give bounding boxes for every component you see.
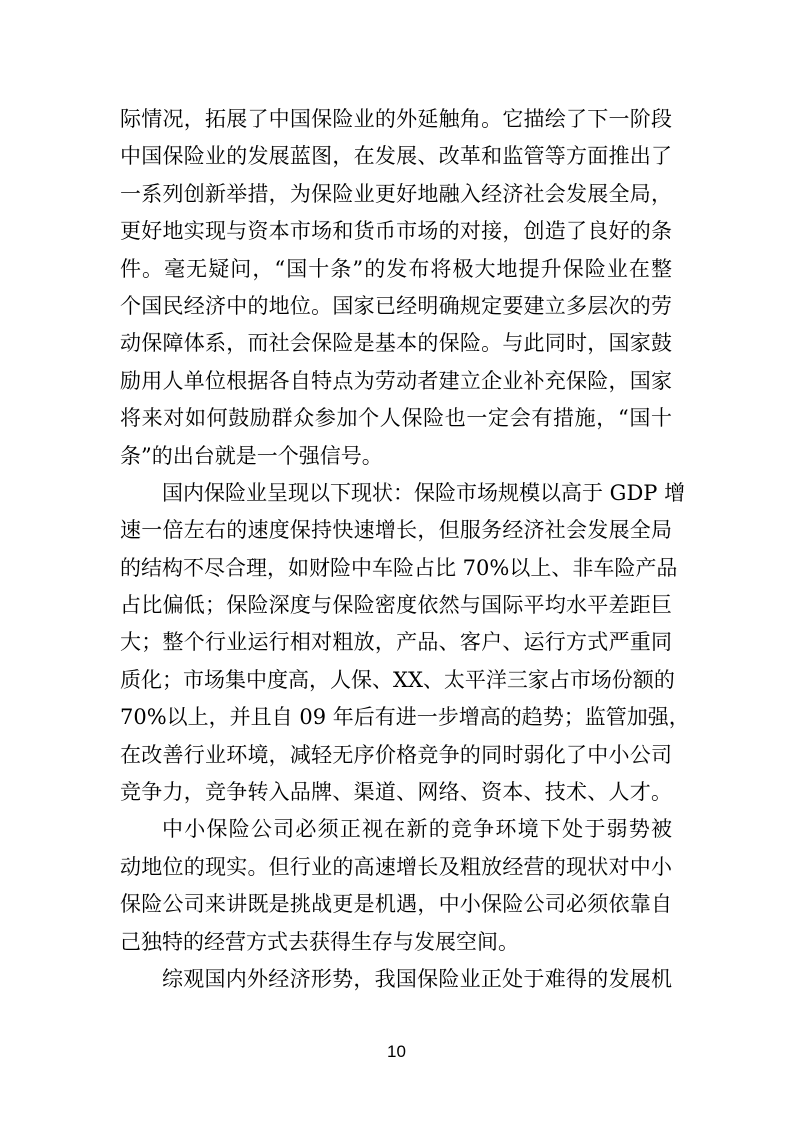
text-line: 个国民经济中的地位。国家已经明确规定要建立多层次的劳 <box>120 293 672 318</box>
text-line: 中国保险业的发展蓝图，在发展、改革和监管等方面推出了 <box>120 144 672 169</box>
text-line: 动地位的现实。但行业的高速增长及粗放经营的现状对中小 <box>120 854 672 879</box>
text-line: 将来对如何鼓励群众参加个人保险也一定会有措施，“国十 <box>120 406 672 431</box>
paragraph <box>120 101 672 475</box>
text-line: 速一倍左右的速度保持快速增长，但服务经济社会发展全局 <box>120 518 672 543</box>
text-line: 在改善行业环境，减轻无序价格竞争的同时弱化了中小公司 <box>120 742 672 767</box>
paragraph <box>120 811 672 961</box>
body-text <box>120 101 690 998</box>
text-line: 件。毫无疑问，“国十条”的发布将极大地提升保险业在整 <box>120 256 672 281</box>
text-line: 质化；市场集中度高，人保、XX、太平洋三家占市场份额的 <box>120 667 675 692</box>
text-line: 己独特的经营方式去获得生存与发展空间。 <box>120 929 519 954</box>
paragraph <box>120 961 672 998</box>
text-line: 一系列创新举措，为保险业更好地融入经济社会发展全局， <box>120 181 672 206</box>
text-line: 际情况，拓展了中国保险业的外延触角。它描绘了下一阶段 <box>120 107 672 131</box>
text-line: 条”的出台就是一个强信号。 <box>120 443 383 468</box>
text-line: 国内保险业呈现以下现状：保险市场规模以高于 GDP 增 <box>162 480 686 505</box>
page-number: 10 <box>387 1042 406 1061</box>
text-line: 的结构不尽合理，如财险中车险占比 70%以上、非车险产品 <box>120 555 678 580</box>
text-line: 更好地实现与资本市场和货币市场的对接，创造了良好的条 <box>120 219 672 244</box>
text-line: 70%以上，并且自 09 年后有进一步增高的趋势；监管加强， <box>120 705 690 730</box>
text-line: 竞争力，竞争转入品牌、渠道、网络、资本、技术、人才。 <box>120 780 672 805</box>
text-line: 保险公司来讲既是挑战更是机遇，中小保险公司必须依靠自 <box>120 892 672 917</box>
text-line: 励用人单位根据各自特点为劳动者建立企业补充保险，国家 <box>120 368 672 393</box>
text-line: 动保障体系，而社会保险是基本的保险。与此同时，国家鼓 <box>120 331 672 356</box>
text-line: 占比偏低；保险深度与保险密度依然与国际平均水平差距巨 <box>120 593 672 618</box>
paragraph <box>120 475 690 812</box>
text-line: 综观国内外经济形势，我国保险业正处于难得的发展机 <box>162 966 672 991</box>
text-line: 中小保险公司必须正视在新的竞争环境下处于弱势被 <box>162 817 672 842</box>
text-line: 大；整个行业运行相对粗放，产品、客户、运行方式严重同 <box>120 630 672 655</box>
